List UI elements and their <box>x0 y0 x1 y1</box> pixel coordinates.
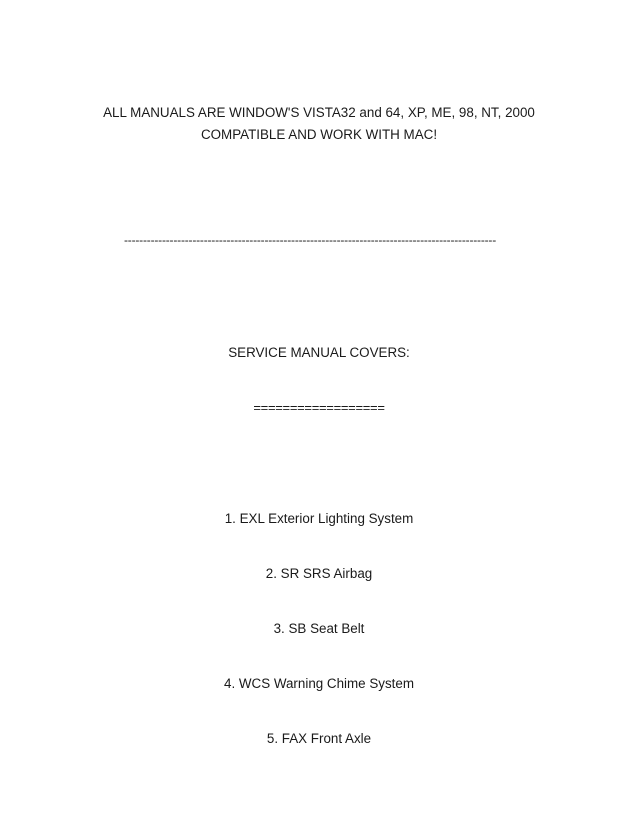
section-title: SERVICE MANUAL COVERS: <box>228 345 410 360</box>
dashed-separator: -------------------------------------------------------------------------------------------------- <box>124 233 497 247</box>
list-item-2: 2. SR SRS Airbag <box>265 566 373 581</box>
list-item-3: 3. SB Seat Belt <box>273 621 365 636</box>
compatibility-line-1: ALL MANUALS ARE WINDOW'S VISTA32 and 64, XP, ME, 98, NT, 2000 <box>103 105 535 120</box>
list-item-4: 4. WCS Warning Chime System <box>224 676 414 691</box>
list-item-5: 5. FAX Front Axle <box>266 731 372 746</box>
list-item-1: 1. EXL Exterior Lighting System <box>224 511 414 526</box>
section-underline: ================== <box>253 400 385 415</box>
compatibility-line-2: COMPATIBLE AND WORK WITH MAC! <box>200 127 438 142</box>
